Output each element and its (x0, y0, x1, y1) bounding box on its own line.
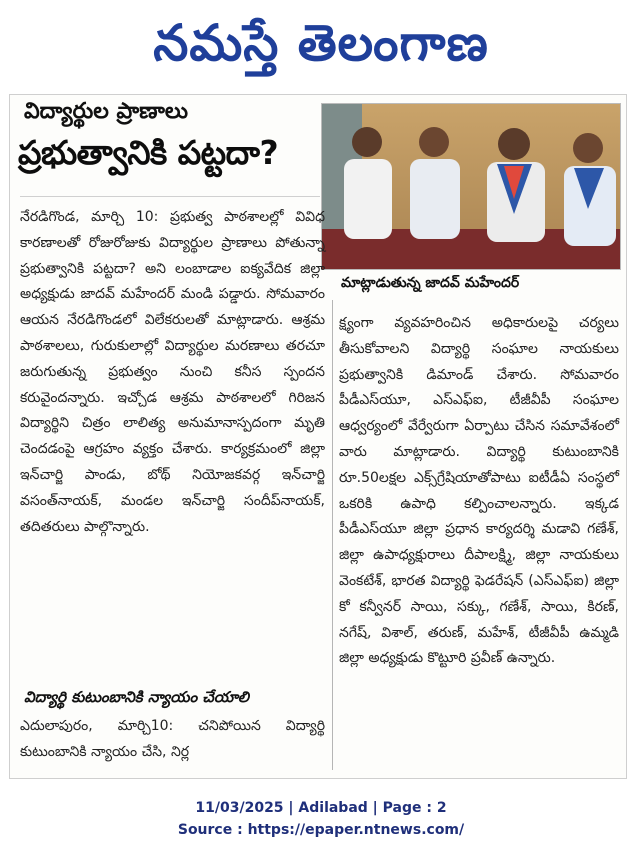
article-column-1-text: నేరడిగొండ, మార్చి 10: ప్రభుత్వ పాఠశాలల్లో వివిధ కారణాలతో రోజురోజుకు విద్యార్థుల ప్రాణాలు పోతున్నా ప్రభుత్వానికి పట్టదా? అని లంబాడాల ఐక్యవేదిక జిల్లా అధ్యక్షుడు జాదవ్ మహేందర్ మండి పడ్డారు. సోమవారం ఆయన నేరడిగొండలో విలేకరులతో మాట్లాడారు. ఆశ్రమ పాఠశాలలు, గురుకులాల్లో విద్యార్థుల మరణాలు తరచూ జరుగుతున్న ప్రభుత్వం నుంచి కనీస స్పందన కరువైందన్నారు. ఇచ్చోడ ఆశ్రమ పాఠశాలలో గిరిజన విద్యార్థిని చిత్రం లాలిత్య అనుమానాస్పదంగా మృతి చెందడంపై ఆగ్రహం వ్యక్తం చేశారు. కార్యక్రమంలో జిల్లా ఇన్‌చార్జి పాండు, బోథ్ నియోజకవర్గ ఇన్‌చార్జి వసంత్‌నాయక్, మండల ఇన్‌చార్జి సందీప్‌నాయక్, తదితరులు పాల్గొన్నారు. (20, 209, 325, 535)
article-column-2-text: క్ష్యంగా వ్యవహరించిన అధికారులపై చర్యలు తీసుకోవాలని విద్యార్థి సంఘాల నాయకులు ప్రభుత్వానికి డిమాండ్ చేశారు. సోమవారం పీడీఎస్‌యూ, ఎస్ఎఫ్ఐ, టీజీవీపీ సంఘాల ఆధ్వర్యంలో వేర్వేరుగా ఏర్పాటు చేసిన సమావేశంలో వారు మాట్లాడారు. విద్యార్థి కుటుంబానికి రూ.50లక్షల ఎక్స్‌గ్రేషియాతోపాటు ఐటీడీఏ సంస్థలో ఒకరికి ఉపాధి కల్పించాలన్నారు. ఇక్కడ పీడీఎస్‌యూ జిల్లా ప్రధాన కార్యదర్శి మడావి గణేశ్, జిల్లా ఉపాధ్యక్షురాలు దీపాలక్ష్మి, జిల్లా నాయకులు వెంకటేశ్, భారత విద్యార్థి ఫెడరేషన్ (ఎస్ఎఫ్ఐ) జిల్లా కో కన్వీనర్ సాయి, సక్కు, గణేశ్, సాయి, కిరణ్, నగేష్, విశాల్, తరుణ్, మహేశ్, టీజీవీపీ ఉమ్మడి జిల్లా అధ్యక్షుడు కొట్టూరి ప్రవీణ్ ఉన్నారు. (339, 315, 619, 667)
article-clipping (9, 94, 627, 779)
photo-caption: మాట్లాడుతున్న జాదవ్ మహేందర్ (341, 275, 520, 291)
article-column-1 (20, 205, 325, 540)
article-photo (321, 103, 621, 270)
article-kicker: విద్యార్థుల ప్రాణాలు (24, 99, 189, 124)
newspaper-masthead: నమస్తే తెలంగాణ (153, 14, 489, 72)
article-column-1-continued (20, 714, 325, 766)
article-column-2 (339, 311, 619, 672)
column-divider (332, 300, 333, 770)
source-link[interactable]: Source : https://epaper.ntnews.com/ (177, 822, 465, 838)
article-subheading: విద్యార్థి కుటుంబానికి న్యాయం చేయాలి (24, 688, 249, 706)
article-column-1b-text: ఎదులాపురం, మార్చి10: చనిపోయిన విద్యార్థి కుటుంబానికి న్యాయం చేసి, నిర్ల (20, 718, 325, 760)
article-headline: ప్రభుత్వానికి పట్టదా? (18, 133, 279, 172)
edition-info: 11/03/2025 | Adilabad | Page : 2 (195, 800, 447, 816)
kicker-rule (20, 196, 320, 197)
